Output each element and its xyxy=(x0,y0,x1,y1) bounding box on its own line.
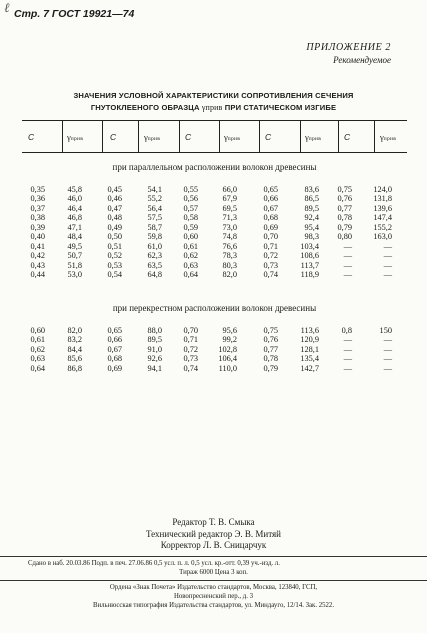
table-cell: 0,62 xyxy=(183,251,198,261)
table-cell: 155,2 xyxy=(373,222,392,232)
table-cell: 55,2 xyxy=(147,194,162,204)
title-text-after: ПРИ СТАТИЧЕСКОМ ИЗГИБЕ xyxy=(222,103,337,112)
tech-editor-credit: Технический редактор Э. В. Митяй xyxy=(146,528,281,539)
table-cell: 110,0 xyxy=(218,363,237,373)
table-cell: 83,6 xyxy=(304,185,319,194)
table-cell: 147,4 xyxy=(373,213,392,223)
table-cell: 0,37 xyxy=(30,203,45,213)
title-symbol: γприв xyxy=(201,103,223,112)
header-gamma-priv xyxy=(224,132,240,142)
table-cell: 120,9 xyxy=(300,335,319,345)
table-cell: 67,9 xyxy=(222,194,237,204)
table-cell: 91,0 xyxy=(147,344,162,354)
table-cell: 57,5 xyxy=(147,213,162,223)
table-column-divider xyxy=(374,120,375,152)
table-cell: 0,63 xyxy=(183,260,198,270)
table-cell: — xyxy=(383,260,392,270)
table-cell: — xyxy=(383,241,392,251)
table-cell: 0,38 xyxy=(30,213,45,223)
table-cell: 48,4 xyxy=(67,232,82,242)
imprint-line-2: Тираж 6000 Цена 3 коп. xyxy=(179,569,248,576)
table-cell: 0,65 xyxy=(263,185,278,194)
table-cell: 0,73 xyxy=(263,260,278,270)
header-c xyxy=(344,132,350,142)
imprint-rule-bottom xyxy=(0,580,427,581)
table-cell: 82,0 xyxy=(222,269,237,279)
corrector-credit: Корректор Л. В. Сницарчук xyxy=(160,540,267,550)
table-cell: 0,57 xyxy=(183,203,198,213)
table-cell: — xyxy=(383,363,392,373)
table-cell: 131,8 xyxy=(373,194,392,204)
imprint-line-5: Вильнюсская типография Издательства стандартов, ул. Миндауго, 12/14. Зак. 2522. xyxy=(92,602,335,609)
header-gamma-priv xyxy=(67,132,83,142)
table-cell: — xyxy=(343,344,352,354)
header-main: С xyxy=(28,132,35,142)
table-column xyxy=(197,326,237,373)
table-cell: 0,79 xyxy=(337,222,352,232)
table-column xyxy=(352,326,392,373)
table-cell: 92,4 xyxy=(304,213,319,223)
table-cell: — xyxy=(383,269,392,279)
table-column xyxy=(238,185,278,279)
table-cell: 94,1 xyxy=(147,363,162,373)
header-subscript: прив xyxy=(308,136,322,142)
table-cell: — xyxy=(383,354,392,364)
table-cell: 95,6 xyxy=(222,326,237,335)
table-cell: 63,5 xyxy=(147,260,162,270)
table-column xyxy=(312,326,352,373)
table-column xyxy=(42,326,82,373)
table-cell: 0,58 xyxy=(183,213,198,223)
table-cell: 99,2 xyxy=(222,335,237,345)
table-cell: 0,77 xyxy=(263,344,278,354)
table-column xyxy=(197,185,237,279)
header-c xyxy=(185,132,191,142)
table-cell: 0,80 xyxy=(337,232,352,242)
table-top-rule xyxy=(22,120,407,121)
table-cell: 0,50 xyxy=(107,232,122,242)
table-cell: 0,59 xyxy=(183,222,198,232)
handwritten-mark: ℓ xyxy=(4,0,10,15)
table-column-divider xyxy=(259,120,260,152)
table-cell: 95,4 xyxy=(304,222,319,232)
header-main: γ xyxy=(144,132,148,142)
table-cell: 128,1 xyxy=(300,344,319,354)
table-cell: 69,5 xyxy=(222,203,237,213)
header-subscript: прив xyxy=(227,136,241,142)
table-cell: 82,0 xyxy=(67,326,82,335)
table-cell: 89,5 xyxy=(304,203,319,213)
header-gamma-priv xyxy=(144,132,160,142)
table-cell: 0,42 xyxy=(30,251,45,261)
table-column xyxy=(5,185,45,279)
table-cell: 0,78 xyxy=(337,213,352,223)
table-cell: 0,60 xyxy=(183,232,198,242)
table-cell: 0,48 xyxy=(107,213,122,223)
table-cell: 0,36 xyxy=(30,194,45,204)
table-cell: 49,5 xyxy=(67,241,82,251)
table-cell: 0,47 xyxy=(107,203,122,213)
table-cell: 89,5 xyxy=(147,335,162,345)
header-main: С xyxy=(185,132,192,142)
credits xyxy=(0,517,427,552)
table-header-rule xyxy=(22,152,407,153)
table-cell: 0,55 xyxy=(183,185,198,194)
table-cell: 0,75 xyxy=(337,185,352,194)
table-column xyxy=(238,326,278,373)
header-c xyxy=(110,132,116,142)
table-cell: 0,64 xyxy=(183,269,198,279)
table-column xyxy=(158,326,198,373)
table-cell: 0,44 xyxy=(30,269,45,279)
table-cell: 85,6 xyxy=(67,354,82,364)
table-cell: 86,5 xyxy=(304,194,319,204)
table-cell: 47,1 xyxy=(67,222,82,232)
page-header: Стр. 7 ГОСТ 19921—74 xyxy=(14,8,135,20)
table-column xyxy=(352,185,392,279)
table-cell: 62,3 xyxy=(147,251,162,261)
table-cell: 102,8 xyxy=(218,344,237,354)
header-main: С xyxy=(265,132,272,142)
table-cell: 0,69 xyxy=(107,363,122,373)
table-cell: 139,6 xyxy=(373,203,392,213)
table-column xyxy=(122,326,162,373)
table-cell: 0,74 xyxy=(183,363,198,373)
title-text-before: ГНУТОКЛЕЕНОГО ОБРАЗЦА xyxy=(90,103,202,112)
header-c xyxy=(265,132,271,142)
table-cell: 0,67 xyxy=(107,344,122,354)
appendix-title: ПРИЛОЖЕНИЕ 2 xyxy=(306,42,391,53)
table-cell: 92,6 xyxy=(147,354,162,364)
table-cell: 0,76 xyxy=(263,335,278,345)
table-cell: 98,3 xyxy=(304,232,319,242)
table-column-divider xyxy=(338,120,339,152)
table-cell: 0,68 xyxy=(263,213,278,223)
table-cell: 106,4 xyxy=(218,354,237,364)
header-c xyxy=(28,132,34,142)
table-cell: 0,65 xyxy=(107,326,122,335)
table-cell: — xyxy=(343,335,352,345)
table-cell: 58,7 xyxy=(147,222,162,232)
table-cell: 0,63 xyxy=(30,354,45,364)
table-cell: — xyxy=(343,241,352,251)
table-cell: — xyxy=(343,260,352,270)
table-cell: 108,6 xyxy=(300,251,319,261)
header-subscript: прив xyxy=(70,136,84,142)
table-cell: 56,4 xyxy=(147,203,162,213)
table-cell: 142,7 xyxy=(300,363,319,373)
table-cell: 0,70 xyxy=(183,326,198,335)
table-cell: 0,51 xyxy=(107,241,122,251)
table-cell: 80,3 xyxy=(222,260,237,270)
table-cell: 46,8 xyxy=(67,213,82,223)
table-cell: 0,43 xyxy=(30,260,45,270)
table-cell: 118,9 xyxy=(300,269,319,279)
table-cell: 163,0 xyxy=(373,232,392,242)
table-cell: 0,69 xyxy=(263,222,278,232)
table-cell: — xyxy=(343,269,352,279)
table-cell: 0,60 xyxy=(30,326,45,335)
table-cell: 0,78 xyxy=(263,354,278,364)
imprint-line-1: Сдано в наб. 20.03.86 Подп. в печ. 27.06.86 0,5 усл. п. л. 0,5 усл. кр.-отт. 0,39 уч.-изд. л. xyxy=(28,560,280,567)
table-cell: 0,73 xyxy=(183,354,198,364)
table-cell: 0,53 xyxy=(107,260,122,270)
header-subscript: прив xyxy=(147,136,161,142)
table-cell: — xyxy=(343,363,352,373)
table-cell: 0,56 xyxy=(183,194,198,204)
table-column xyxy=(5,326,45,373)
table-cell: 83,2 xyxy=(67,335,82,345)
table-cell: 124,0 xyxy=(373,185,392,194)
table-cell: 0,67 xyxy=(263,203,278,213)
table-cell: 54,1 xyxy=(147,185,162,194)
table-cell: 78,3 xyxy=(222,251,237,261)
table-cell: 0,39 xyxy=(30,222,45,232)
imprint-line-4: Новопресненский пер., д. 3 xyxy=(173,593,254,600)
table-cell: 50,7 xyxy=(67,251,82,261)
table-cell: 88,0 xyxy=(147,326,162,335)
table-cell: 135,4 xyxy=(300,354,319,364)
table-column-divider xyxy=(138,120,139,152)
table-cell: 0,72 xyxy=(183,344,198,354)
table-cell: 0,46 xyxy=(107,194,122,204)
table-column xyxy=(158,185,198,279)
table-column xyxy=(82,326,122,373)
table-cell: 150 xyxy=(379,326,392,335)
table-cell: 0,79 xyxy=(263,363,278,373)
table-cell: 0,62 xyxy=(30,344,45,354)
table-cell: 0,71 xyxy=(263,241,278,251)
table-cell: 46,0 xyxy=(67,194,82,204)
editor-credit: Редактор Т. В. Смыка xyxy=(172,517,255,527)
table-cell: 0,41 xyxy=(30,241,45,251)
table-cell: 53,0 xyxy=(67,269,82,279)
table-cell: 0,72 xyxy=(263,251,278,261)
table-cell: 0,61 xyxy=(30,335,45,345)
table-cell: 0,70 xyxy=(263,232,278,242)
table-column-divider xyxy=(300,120,301,152)
table-cell: 61,0 xyxy=(147,241,162,251)
table-column-divider xyxy=(179,120,180,152)
table-cell: 0,45 xyxy=(107,185,122,194)
table-cell: — xyxy=(383,251,392,261)
table-cell: 0,40 xyxy=(30,232,45,242)
table-cell: 86,8 xyxy=(67,363,82,373)
table-cell: 0,75 xyxy=(263,326,278,335)
table-column xyxy=(312,185,352,279)
table-cell: 0,74 xyxy=(263,269,278,279)
table-cell: 103,4 xyxy=(300,241,319,251)
document-title-line-1: ЗНАЧЕНИЯ УСЛОВНОЙ ХАРАКТЕРИСТИКИ СОПРОТИВЛЕНИЯ СЕЧЕНИЯ xyxy=(73,91,354,100)
section-label-parallel: при параллельном расположении волокон древесины xyxy=(112,162,317,172)
table-cell: 0,66 xyxy=(107,335,122,345)
table-cell: 0,8 xyxy=(341,326,352,335)
table-cell: 64,8 xyxy=(147,269,162,279)
header-main: С xyxy=(344,132,351,142)
table-cell: — xyxy=(383,344,392,354)
table-cell: 45,8 xyxy=(67,185,82,194)
appendix-note: Рекомендуемое xyxy=(333,55,391,65)
table-cell: 0,49 xyxy=(107,222,122,232)
table-column-divider xyxy=(102,120,103,152)
table-column xyxy=(42,185,82,279)
header-subscript: прив xyxy=(383,136,397,142)
table-cell: 59,8 xyxy=(147,232,162,242)
document-title-line-2 xyxy=(0,103,427,112)
table-cell: 76,6 xyxy=(222,241,237,251)
table-cell: 0,66 xyxy=(263,194,278,204)
table-cell: 0,68 xyxy=(107,354,122,364)
table-cell: 46,4 xyxy=(67,203,82,213)
header-main: С xyxy=(110,132,117,142)
table-cell: 84,4 xyxy=(67,344,82,354)
header-gamma-priv xyxy=(380,132,396,142)
table-cell: 0,54 xyxy=(107,269,122,279)
table-cell: — xyxy=(343,354,352,364)
table-cell: 0,64 xyxy=(30,363,45,373)
table-cell: — xyxy=(383,335,392,345)
imprint-rule-top xyxy=(0,556,427,557)
table-cell: 0,71 xyxy=(183,335,198,345)
table-cell: 74,8 xyxy=(222,232,237,242)
table-cell: 66,0 xyxy=(222,185,237,194)
section-label-cross: при перекрестном расположении волокон древесины xyxy=(112,303,317,313)
table-cell: 113,6 xyxy=(300,326,319,335)
table-column-divider xyxy=(62,120,63,152)
table-cell: 73,0 xyxy=(222,222,237,232)
table-cell: 0,61 xyxy=(183,241,198,251)
table-column-divider xyxy=(219,120,220,152)
table-cell: 0,76 xyxy=(337,194,352,204)
header-main: γ xyxy=(380,132,384,142)
table-column xyxy=(122,185,162,279)
table-cell: 71,3 xyxy=(222,213,237,223)
header-main: γ xyxy=(67,132,71,142)
table-column xyxy=(82,185,122,279)
header-main: γ xyxy=(305,132,309,142)
table-cell: 0,52 xyxy=(107,251,122,261)
table-cell: — xyxy=(343,251,352,261)
imprint-line-3: Ордена «Знак Почета» Издательство стандартов, Москва, 123840, ГСП, xyxy=(109,584,318,591)
header-gamma-priv xyxy=(305,132,321,142)
table-cell: 51,8 xyxy=(67,260,82,270)
table-cell: 113,7 xyxy=(300,260,319,270)
table-cell: 0,77 xyxy=(337,203,352,213)
table-cell: 0,35 xyxy=(30,185,45,194)
header-main: γ xyxy=(224,132,228,142)
